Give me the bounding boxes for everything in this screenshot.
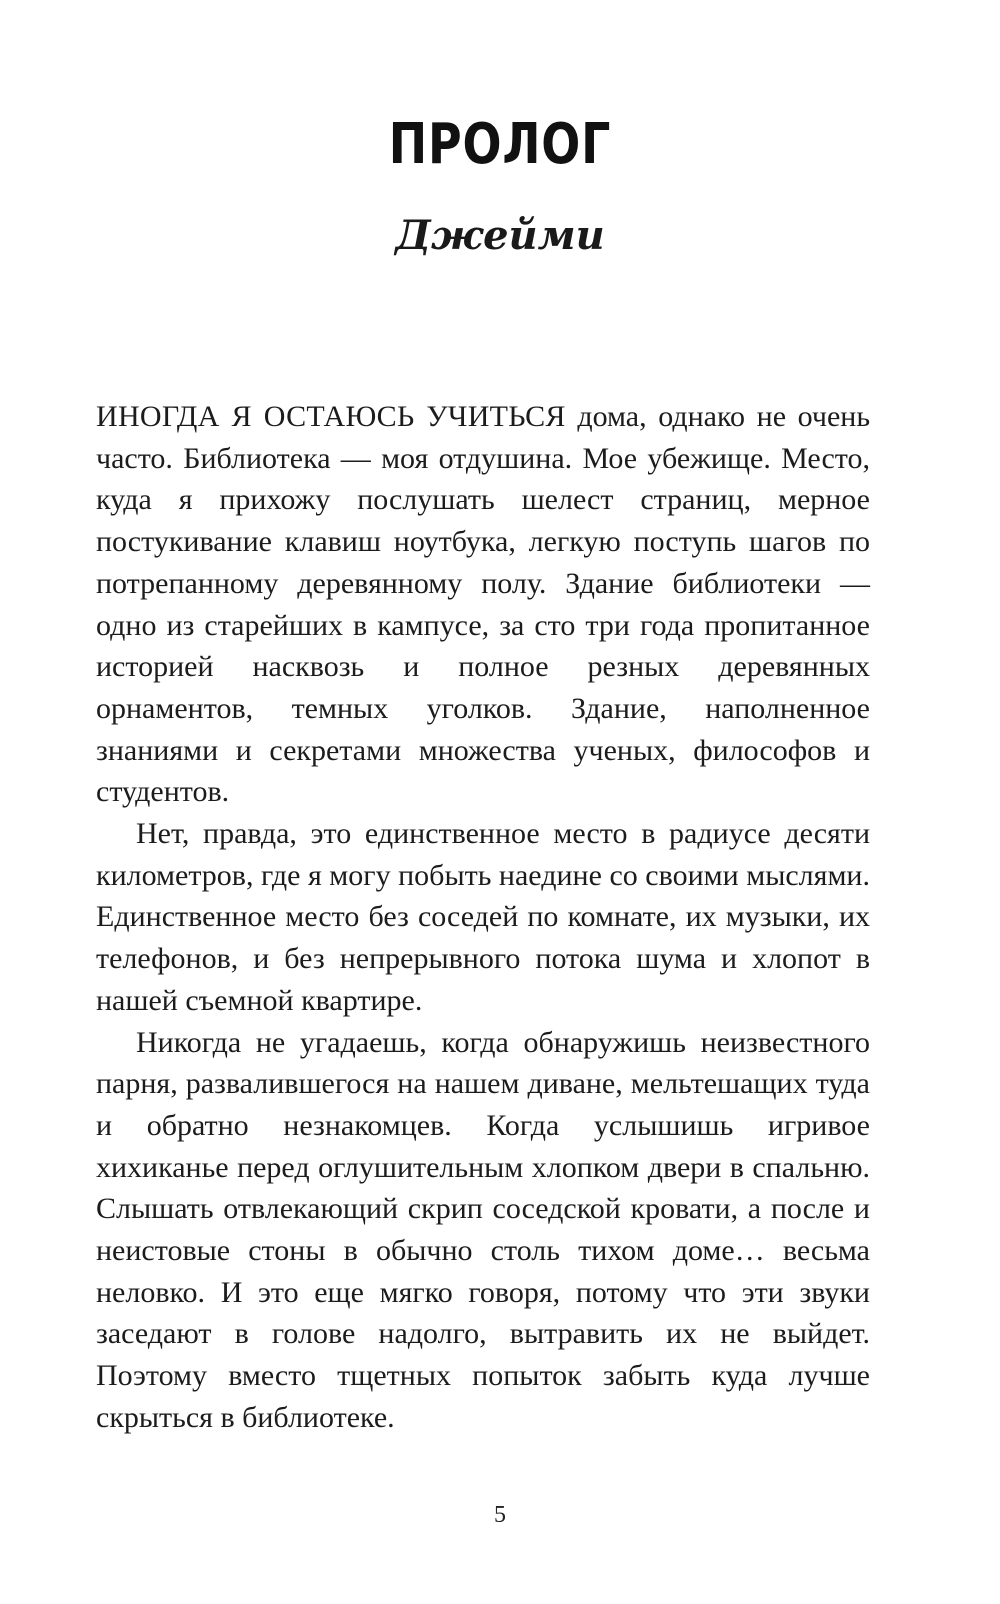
body-text	[96, 396, 870, 1439]
paragraph-1-text: дома, однако не очень часто. Библиотека — моя отдушина. Мое убежище. Место, куда я прихожу послушать шелест страниц, мерное постукивание клавиш ноутбука, легкую поступь шагов по потрепанному деревянному полу. Здание библиотеки — одно из старейших в кампусе, за сто три года пропитанное историей насквозь и полное резных деревянных орнаментов, темных уголков. Здание, наполненное знаниями и секретами множества ученых, философов и студентов.	[96, 400, 870, 809]
paragraph-lead-caps: ИНОГДА Я ОСТАЮСЬ УЧИТЬСЯ	[96, 400, 566, 433]
paragraph-3: Никогда не угадаешь, когда обнаружишь неизвестного парня, развалившегося на нашем диване, мельтешащих туда и обратно незнакомцев. Когда услышишь игривое хихиканье перед оглушительным хлопком двери в спальню. Слышать отвлекающий скрип соседской кровати, а после и неистовые стоны в обычно столь тихом доме… весьма неловко. И это еще мягко говоря, потому что эти звуки заседают в голове надолго, вытравить их не выйдет. Поэтому вместо тщетных попыток забыть куда лучше скрыться в библиотеке.	[96, 1025, 870, 1434]
chapter-subtitle: Джейми	[395, 212, 605, 259]
page-number: 5	[494, 1502, 506, 1528]
paragraph-2: Нет, правда, это единственное место в радиусе десяти километров, где я могу побыть наедине со своими мыслями. Единственное место без соседей по комнате, их музыки, их телефонов, и без непрерывного потока шума и хлопот в нашей съемной квартире.	[96, 817, 870, 1017]
paragraph-1	[96, 396, 870, 813]
chapter-title: ПРОЛОГ	[388, 112, 612, 177]
